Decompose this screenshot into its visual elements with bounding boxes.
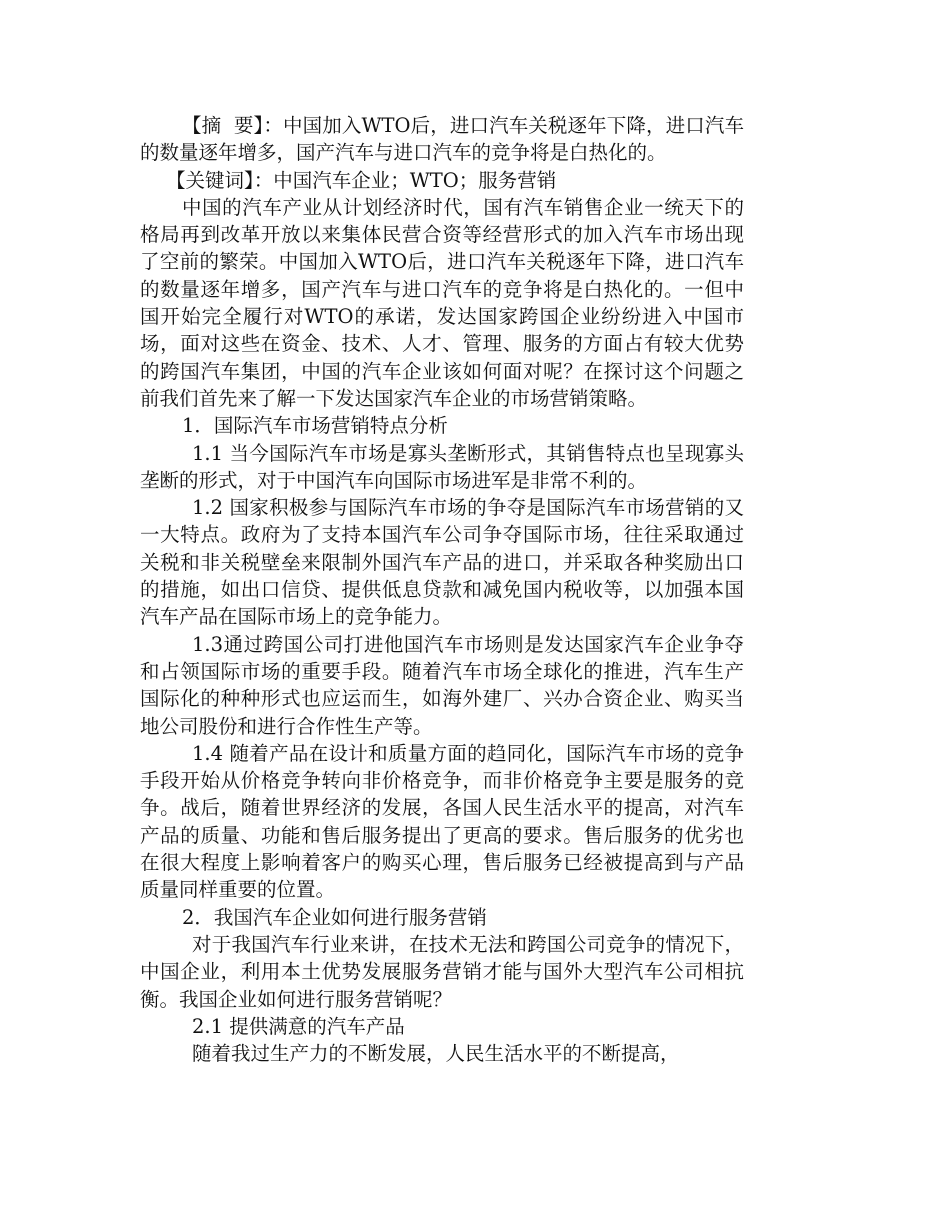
- document-page: [140, 112, 744, 1067]
- paragraph-1-2: 1.2 国家积极参与国际汽车市场的争夺是国际汽车市场营销的又一大特点。政府为了支持本国汽车公司争夺国际市场，往往采取通过关税和非关税壁垒来限制外国汽车产品的进口，并采取各种奖励出口的措施，如出口信贷、提供低息贷款和减免国内税收等，以加强本国汽车产品在国际市场上的竞争能力。: [140, 496, 744, 629]
- subsection-heading-2-1: 2.1 提供满意的汽车产品: [192, 1014, 405, 1038]
- paragraph-1-3: 1.3通过跨国公司打进他国汽车市场则是发达国家汽车企业争夺和占领国际市场的重要手段。随着汽车市场全球化的推进，汽车生产国际化的种种形式也应运而生，如海外建厂、兴办合资企业、购买当地公司股份和进行合作性生产等。: [140, 632, 744, 738]
- abstract-paragraph: 【摘 要】：中国加入WTO后，进口汽车关税逐年下降，进口汽车的数量逐年增多，国产汽车与进口汽车的竞争将是白热化的。: [140, 114, 744, 165]
- intro-paragraph: 中国的汽车产业从计划经济时代，国有汽车销售企业一统天下的格局再到改革开放以来集体民营合资等经营形式的加入汽车市场出现了空前的繁荣。中国加入WTO后，进口汽车关税逐年下降，进口汽车的数量逐年增多，国产汽车与进口汽车的竞争将是白热化的。一但中国开始完全履行对WTO的承诺，发达国家跨国企业纷纷进入中国市场，面对这些在资金、技术、人才、管理、服务的方面占有较大优势的跨国汽车集团，中国的汽车企业该如何面对呢？在探讨这个问题之前我们首先来了解一下发达国家汽车企业的市场营销策略。: [140, 195, 744, 410]
- paragraph-2: 对于我国汽车行业来讲，在技术无法和跨国公司竞争的情况下，中国企业，利用本土优势发展服务营销才能与国外大型汽车公司相抗衡。我国企业如何进行服务营销呢？: [140, 932, 744, 1011]
- paragraph-2-1: 随着我过生产力的不断发展，人民生活水平的不断提高，: [192, 1042, 680, 1066]
- keywords-paragraph: 【关键词】：中国汽车企业；WTO；服务营销: [166, 168, 557, 192]
- section-heading-1: 1．国际汽车市场营销特点分析: [182, 414, 448, 438]
- section-heading-2: 2．我国汽车企业如何进行服务营销: [182, 905, 487, 929]
- paragraph-1-4: 1.4 随着产品在设计和质量方面的趋同化，国际汽车市场的竞争手段开始从价格竞争转向非价格竞争，而非价格竞争主要是服务的竞争。战后，随着世界经济的发展，各国人民生活水平的提高，对汽车产品的质量、功能和售后服务提出了更高的要求。售后服务的优劣也在很大程度上影响着客户的购买心理，售后服务已经被提高到与产品质量同样重要的位置。: [140, 741, 744, 902]
- paragraph-1-1: 1.1 当今国际汽车市场是寡头垄断形式，其销售特点也呈现寡头垄断的形式，对于中国汽车向国际市场进军是非常不利的。: [140, 441, 744, 492]
